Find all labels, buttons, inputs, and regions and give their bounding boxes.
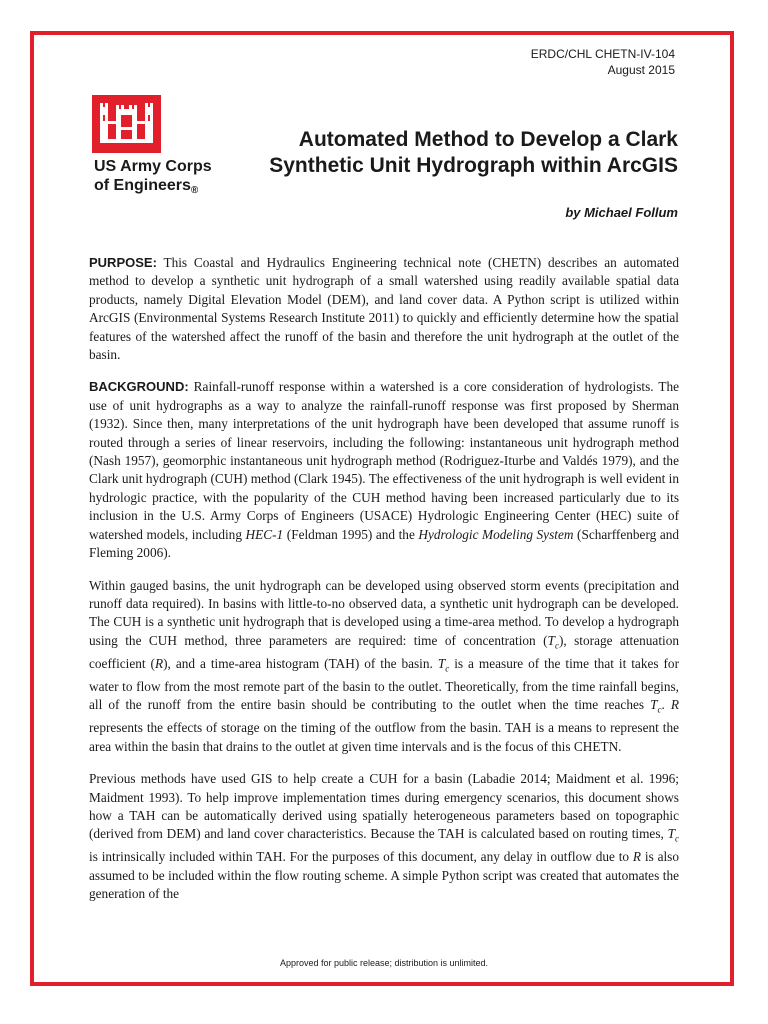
purpose-paragraph [89, 254, 679, 364]
cuh-text: is a measure of the time that it takes for water to flow from the most remote part of the basin to the outlet. Theoretically, from the time rainfall begins, all of the runoff from the entire basin should be contributing to the outlet when the time reaches [89, 655, 680, 713]
background-text: (Feldman 1995) and the [286, 526, 415, 542]
gis-paragraph [89, 770, 679, 904]
tc-symbol: $T_c$ [437, 655, 450, 674]
doc-number: ERDC/CHL CHETN-IV-104 [530, 47, 675, 61]
r-symbol: R [155, 655, 164, 671]
title-line-1: Automated Method to Develop a Clark [298, 128, 678, 151]
author-byline: by Michael Follum [565, 205, 678, 220]
purpose-heading: PURPOSE: [89, 255, 157, 270]
cuh-paragraph: Within gauged basins, the unit hydrograph can be developed using observed storm events (precipitation and runoff data required). In basins with little-to-no observed data, a synthetic unit hydrograph can be developed. The CUH is a synthetic unit hydrograph that is developed using a time-area method. To develop a hydrograph using the CUH method, three parameters are required: time of concentration $(T_c)$, storage attenuation coefficient (R), and a time-area histogram (TAH) of the basin. $T_c$ is a measure of the time that it takes for water to flow from the most remote part of the basin to the outlet. Theoretically, from the time rainfall begins, all of the runoff from the entire basin should be contributing to the outlet when the time reaches $T_c$. R represents the effects of storage on the timing of the outflow from the basin. TAH is a means to represent the area within the basin that drains to the outlet at given time intervals and is the focus of this CHETN. [89, 577, 680, 754]
cuh-text: represents the effects of storage on the timing of the outflow from the basin. TAH is a means to represent the area within the basin that drains to the outlet at given time intervals and is the focus of this CHETN. [89, 720, 679, 754]
document-title [222, 127, 678, 179]
background-text: (Scharffenberg and Fleming 2006). [89, 526, 680, 561]
org-line-1: US Army Corps [94, 158, 212, 175]
document-body [89, 254, 679, 918]
org-line-2: of Engineers [94, 177, 191, 194]
cuh-text: Within gauged basins, the unit hydrograph can be developed using observed storm events (precipitation and runoff data required). In basins with little-to-no observed data, a synthetic unit hydrograph can be developed. The CUH is a synthetic unit hydrograph that is developed using a time-area method. To develop a hydrograph using the CUH method, three parameters are required: time of concentration ( [89, 577, 679, 648]
r-symbol: R [670, 697, 680, 713]
registered-mark: ® [190, 185, 199, 196]
cuh-text: ), storage attenuation coefficient ( [89, 632, 680, 671]
background-text: Rainfall-runoff response within a watershed is a core consideration of hydrologists. The use of unit hydrographs as a way to analyze the rainfall-runoff response was first proposed by Sherman (1932). Since then, many interpretations of the unit hydrograph have been developed that assume runoff is routed through a series of linear reservoirs, including the following: instantaneous unit hydrograph method (Nash 1957), geomorphic instantaneous unit hydrograph method (Rodriguez-Iturbe and Valdés 1979), and the Clark unit hydrograph (CUH) method (Clark 1945). The effectiveness of the unit hydrograph is well evident in hydrologic practice, with the popularity of the CUH method having been increased particularly due to its inclusion in the U.S. Army Corps of Engineers (USACE) Hydrologic Engineering Center (HEC) suite of watershed models, including [89, 379, 679, 542]
document-id [531, 46, 675, 78]
tc-symbol: $T_c$ [547, 632, 559, 651]
hec1-title: HEC-1 [245, 526, 284, 542]
background-heading: BACKGROUND: [89, 379, 189, 395]
castle-icon [92, 95, 161, 153]
cuh-text: ), and a time-area histogram (TAH) of the basin. [163, 655, 433, 671]
doc-date: August 2015 [607, 63, 675, 77]
gis-text: is intrinsically included within TAH. For the purposes of this document, any delay in outflow due to [89, 849, 630, 865]
r-symbol: R [632, 849, 642, 865]
tc-symbol: $T_c$ [650, 697, 662, 715]
hms-title: Hydrologic Modeling System [418, 526, 574, 542]
organization-name [94, 157, 212, 200]
distribution-footer: Approved for public release; distribution is unlimited. [279, 958, 489, 968]
tc-symbol: $T_c$ [667, 826, 679, 844]
purpose-text: This Coastal and Hydraulics Engineering technical note (CHETN) describes an automated method to develop a synthetic unit hydrograph of a small watershed using readily available spatial data products, namely Digital Elevation Model (DEM), and land cover data. A Python script is utilized within ArcGIS (Environmental Systems Research Institute 2011) to quickly and efficiently determine how the spatial features of the watershed affect the runoff of the basin and therefore the unit hydrograph at the outlet of the basin. [89, 255, 679, 363]
gis-text: is also assumed to be included within the flow routing scheme. A simple Python script was created that automates the generation of the [89, 849, 680, 902]
title-line-2: Synthetic Unit Hydrograph within ArcGIS [269, 154, 678, 177]
gis-text: Previous methods have used GIS to help create a CUH for a basin (Labadie 2014; Maidment et al. 1996; Maidment 1993). To help improve implementation times during emergency scenarios, this document shows how a TAH can be automatically derived using spatially heterogeneous parameters based on topographic (derived from DEM) and land cover characteristics. Because the TAH is calculated based on routing times, [89, 771, 679, 842]
background-paragraph [89, 378, 679, 562]
